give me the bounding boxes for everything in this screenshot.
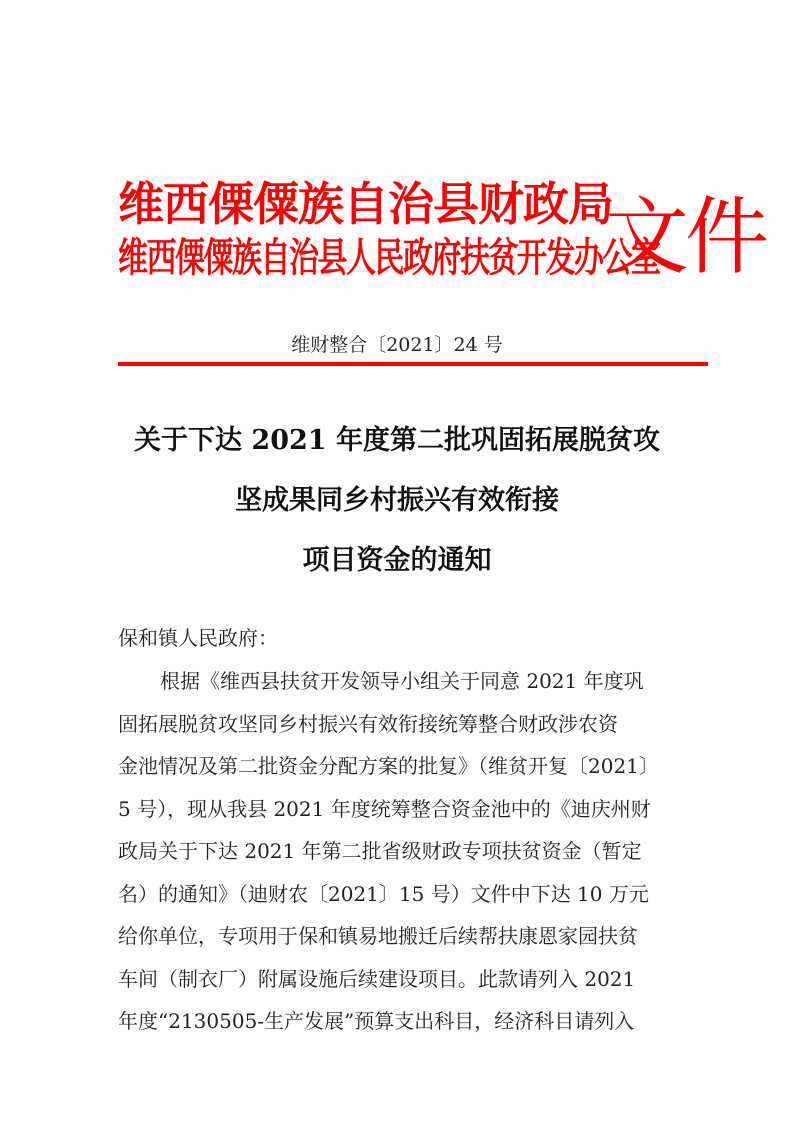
body-line: 固拓展脱贫攻坚同乡村振兴有效衔接统筹整合财政涉农资 (118, 711, 618, 736)
red-divider (118, 362, 708, 366)
title-line-2: 坚成果同乡村振兴有效衔接 (235, 485, 559, 516)
body-line: 政局关于下达 2021 年第二批省级财政专项扶贫资金（暂定 (118, 839, 642, 863)
body-line: 给你单位，专项用于保和镇易地搬迁后续帮扶康恩家园扶贫 (118, 924, 638, 948)
body-paragraph (118, 660, 678, 1043)
body-line: 金池情况及第二批资金分配方案的批复》（维贫开复〔2021〕 (118, 754, 659, 778)
document-type-label: 文件 (605, 188, 766, 286)
document-header (118, 168, 766, 288)
body-line: 名）的通知》（迪财农〔2021〕15 号）文件中下达 10 万元 (118, 881, 649, 906)
document-number: 维财整合〔2021〕24 号 (291, 334, 503, 356)
issuer-poverty-office: 维西傈僳族自治县人民政府扶贫开发办公室 (118, 234, 660, 281)
title-line-1: 关于下达 2021 年度第二批巩固拓展脱贫攻 (134, 425, 660, 456)
body-line: 5 号），现从我县 2021 年度统筹整合资金池中的《迪庆州财 (118, 796, 651, 821)
issuer-finance-bureau: 维西傈僳族自治县财政局 (118, 177, 613, 231)
body-line: 年度“2130505-生产发展”预算支出科目，经济科目请列入 (118, 1009, 635, 1033)
body-line: 车间（制衣厂）附属设施后续建设项目。此款请列入 2021 (118, 966, 636, 991)
title-line-3: 项目资金的通知 (302, 545, 492, 576)
salutation: 保和镇人民政府： (118, 626, 278, 650)
body-line: 根据《维西县扶贫开发领导小组关于同意 2021 年度巩 (160, 669, 644, 693)
